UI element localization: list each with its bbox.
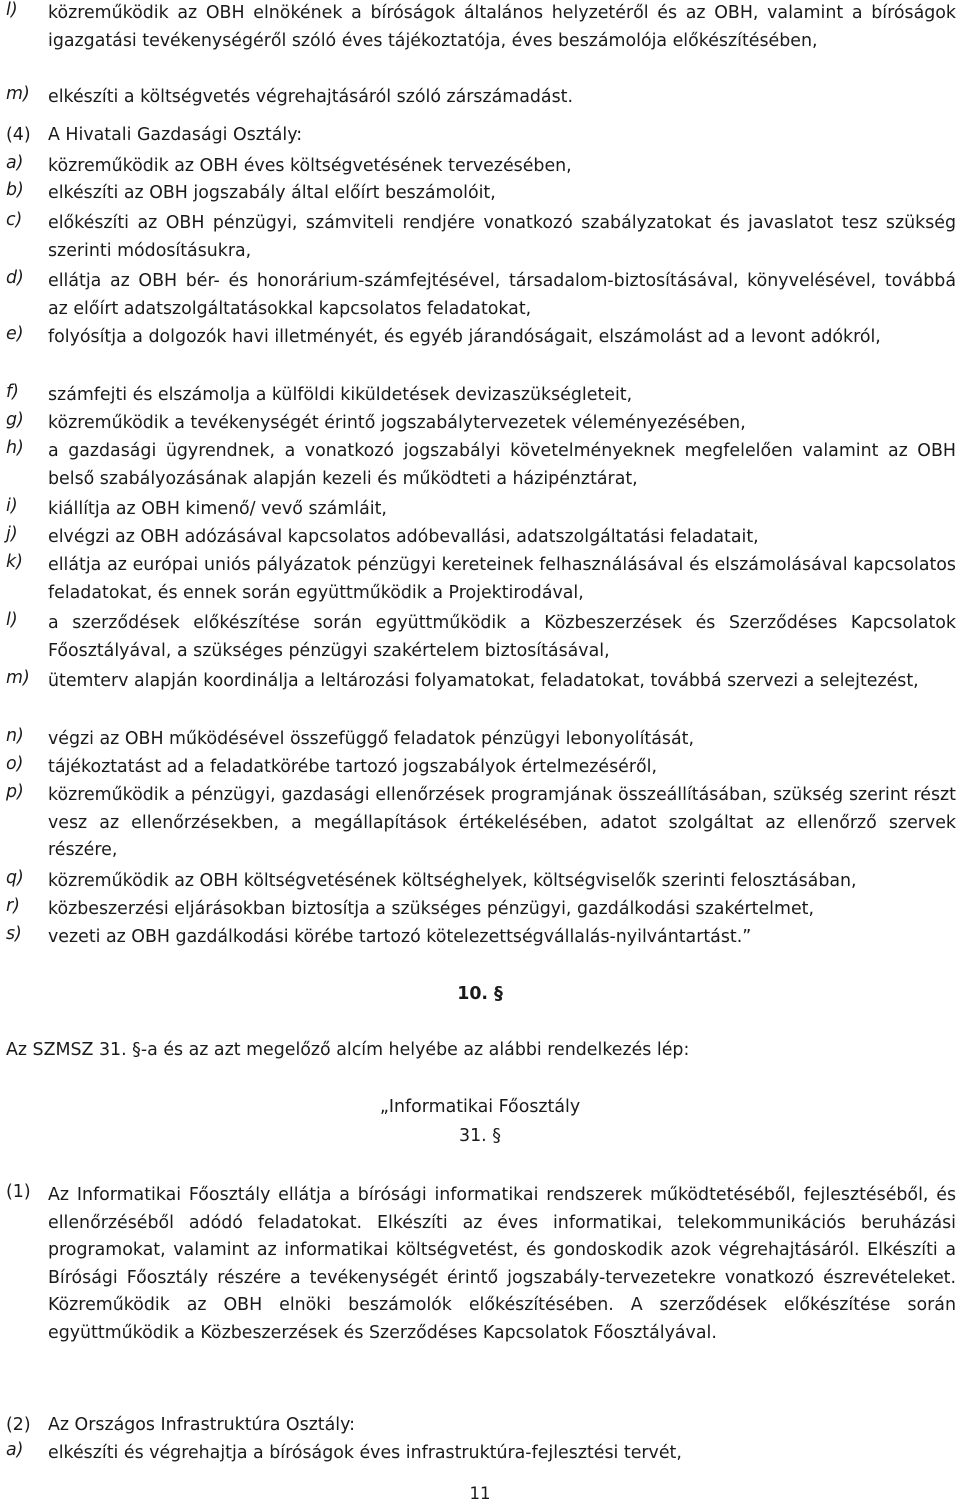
list-item xyxy=(6,868,956,896)
item-text: közreműködik a pénzügyi, gazdasági ellenőrzések programjának összeállításában, szükség szerint részt vesz az ellenőrzésekben, a megállapítások értékelésében, adatot szolgáltat az ellenőrző szervek részére, xyxy=(48,785,956,860)
paragraph-heading-31: 31. § xyxy=(459,1126,501,1146)
item-label: h) xyxy=(6,438,24,458)
item-text: folyósítja a dolgozók havi illetményét, és egyéb járandóságait, elszámolást ad a levont adókról, xyxy=(48,327,881,347)
list-item xyxy=(6,896,956,924)
list-item xyxy=(6,754,956,782)
item-text: közbeszerzési eljárásokban biztosítja a szükséges pénzügyi, gazdálkodási szakértelmet, xyxy=(48,899,814,919)
item-label: l) xyxy=(6,0,18,20)
section-heading xyxy=(6,122,956,150)
item-text: közreműködik a tevékenységét érintő jogszabálytervezetek véleményezésében, xyxy=(48,413,746,433)
list-item xyxy=(6,268,956,323)
list-item xyxy=(6,382,956,410)
item-label: m) xyxy=(6,84,30,104)
list-item xyxy=(6,782,956,865)
item-label: f) xyxy=(6,382,19,402)
section-heading-10: 10. § xyxy=(457,984,503,1004)
list-item xyxy=(6,438,956,493)
paragraph-number: (2) xyxy=(6,1415,31,1435)
item-text: a szerződések előkészítése során együttműködik a Közbeszerzések és Szerződéses Kapcsolatok Főosztályával, a szükséges pénzügyi szakértelem biztosításával, xyxy=(48,613,956,661)
item-text: ütemterv alapján koordinálja a leltározási folyamatokat, feladatokat, továbbá szervezi a selejtezést, xyxy=(48,671,919,691)
item-text: tájékoztatást ad a feladatkörébe tartozó jogszabályok értelmezéséről, xyxy=(48,757,658,777)
list-item xyxy=(6,552,956,607)
list-item xyxy=(6,410,956,438)
item-text: ellátja az OBH bér- és honorárium-számfejtésével, társadalom-biztosításával, könyvelésével, továbbá az előírt adatszolgáltatásokkal kapcsolatos feladatokat, xyxy=(48,271,956,319)
list-item xyxy=(6,210,956,265)
item-label: p) xyxy=(6,782,24,802)
item-text: elkészíti a költségvetés végrehajtásáról szóló zárszámadást. xyxy=(48,87,573,107)
item-label: g) xyxy=(6,410,24,430)
item-label: e) xyxy=(6,324,24,344)
item-label: k) xyxy=(6,552,23,572)
item-label: l) xyxy=(6,610,18,630)
item-label: n) xyxy=(6,726,24,746)
subtitle: „Informatikai Főosztály xyxy=(379,1097,581,1117)
list-item xyxy=(6,153,956,181)
item-label: d) xyxy=(6,268,24,288)
item-label: b) xyxy=(6,180,24,200)
item-text: közreműködik az OBH költségvetésének költséghelyek, költségviselők szerinti felosztásában, xyxy=(48,871,857,891)
item-label: s) xyxy=(6,924,22,944)
paragraph-1 xyxy=(6,1182,956,1347)
list-item xyxy=(6,668,956,696)
item-text: számfejti és elszámolja a külföldi kiküldetések devizaszükségleteit, xyxy=(48,385,633,405)
item-text: ellátja az európai uniós pályázatok pénzügyi kereteinek felhasználásával és elszámolásával kapcsolatos feladatokat, és ennek során együttműködik a Projektirodával, xyxy=(48,555,956,603)
paragraph-2-heading xyxy=(6,1412,956,1440)
item-label: c) xyxy=(6,210,23,230)
list-item xyxy=(6,726,956,754)
item-text: kiállítja az OBH kimenő/ vevő számláit, xyxy=(48,499,387,519)
list-item xyxy=(6,324,956,352)
item-text: elvégzi az OBH adózásával kapcsolatos adóbevallási, adatszolgáltatási feladatait, xyxy=(48,527,759,547)
list-item xyxy=(6,180,956,208)
item-text: végzi az OBH működésével összefüggő feladatok pénzügyi lebonyolítását, xyxy=(48,729,694,749)
page-number: 11 xyxy=(469,1484,491,1503)
paragraph-text: Az Informatikai Főosztály ellátja a bírósági informatikai rendszerek működtetéséből, fejlesztéséből, és ellenőrzéséből adódó feladatokat. Elkészíti az éves informatikai, telekommunikációs beruházási programokat, valamint az informatikai költségvetést, és gondoskodik azok végrehajtásáról. Elkészíti a Bírósági Főosztály részére a tevékenységét érintő jogszabály-tervezetekre vonatkozó észrevételeket. Közreműködik az OBH elnöki beszámolók előkészítésében. A szerződések előkészítése során együttműködik a Közbeszerzések és Szerződéses Kapcsolatok Főosztályával. xyxy=(48,1185,956,1343)
paragraph-number: (1) xyxy=(6,1182,31,1202)
item-label: o) xyxy=(6,754,24,774)
item-text: elkészíti és végrehajtja a bíróságok éves infrastruktúra-fejlesztési tervét, xyxy=(48,1443,682,1463)
item-text: a gazdasági ügyrendnek, a vonatkozó jogszabályi követelményeknek megfelelően valamint az OBH belső szabályozásának alapján kezeli és működteti a házipénztárat, xyxy=(48,441,956,489)
item-label: r) xyxy=(6,896,20,916)
item-text: vezeti az OBH gazdálkodási körébe tartozó kötelezettségvállalás-nyilvántartást.” xyxy=(48,927,752,947)
item-text: elkészíti az OBH jogszabály által előírt beszámolóit, xyxy=(48,183,496,203)
list-item xyxy=(6,610,956,665)
list-item xyxy=(6,84,956,112)
list-item xyxy=(6,524,956,552)
list-item xyxy=(6,1440,956,1468)
section-title: A Hivatali Gazdasági Osztály: xyxy=(48,125,303,145)
intro-sentence: Az SZMSZ 31. §-a és az azt megelőző alcím helyébe az alábbi rendelkezés lép: xyxy=(6,1040,690,1060)
item-label: j) xyxy=(6,524,18,544)
item-label: m) xyxy=(6,668,30,688)
list-item xyxy=(6,924,956,952)
item-label: a) xyxy=(6,153,24,173)
list-item xyxy=(6,0,956,55)
item-text: közreműködik az OBH éves költségvetésének tervezésében, xyxy=(48,156,572,176)
item-label: q) xyxy=(6,868,24,888)
paragraph-title: Az Országos Infrastruktúra Osztály: xyxy=(48,1415,355,1435)
item-label: a) xyxy=(6,1440,24,1460)
item-text: előkészíti az OBH pénzügyi, számviteli rendjére vonatkozó szabályzatokat és javaslatot tesz szükség szerinti módosításukra, xyxy=(48,213,956,261)
item-text: közreműködik az OBH elnökének a bíróságok általános helyzetéről és az OBH, valamint a bíróságok igazgatási tevékenységéről szóló éves tájékoztatója, éves beszámolója előkészítésében, xyxy=(48,3,956,51)
list-item xyxy=(6,496,956,524)
section-number: (4) xyxy=(6,125,31,145)
item-label: i) xyxy=(6,496,18,516)
